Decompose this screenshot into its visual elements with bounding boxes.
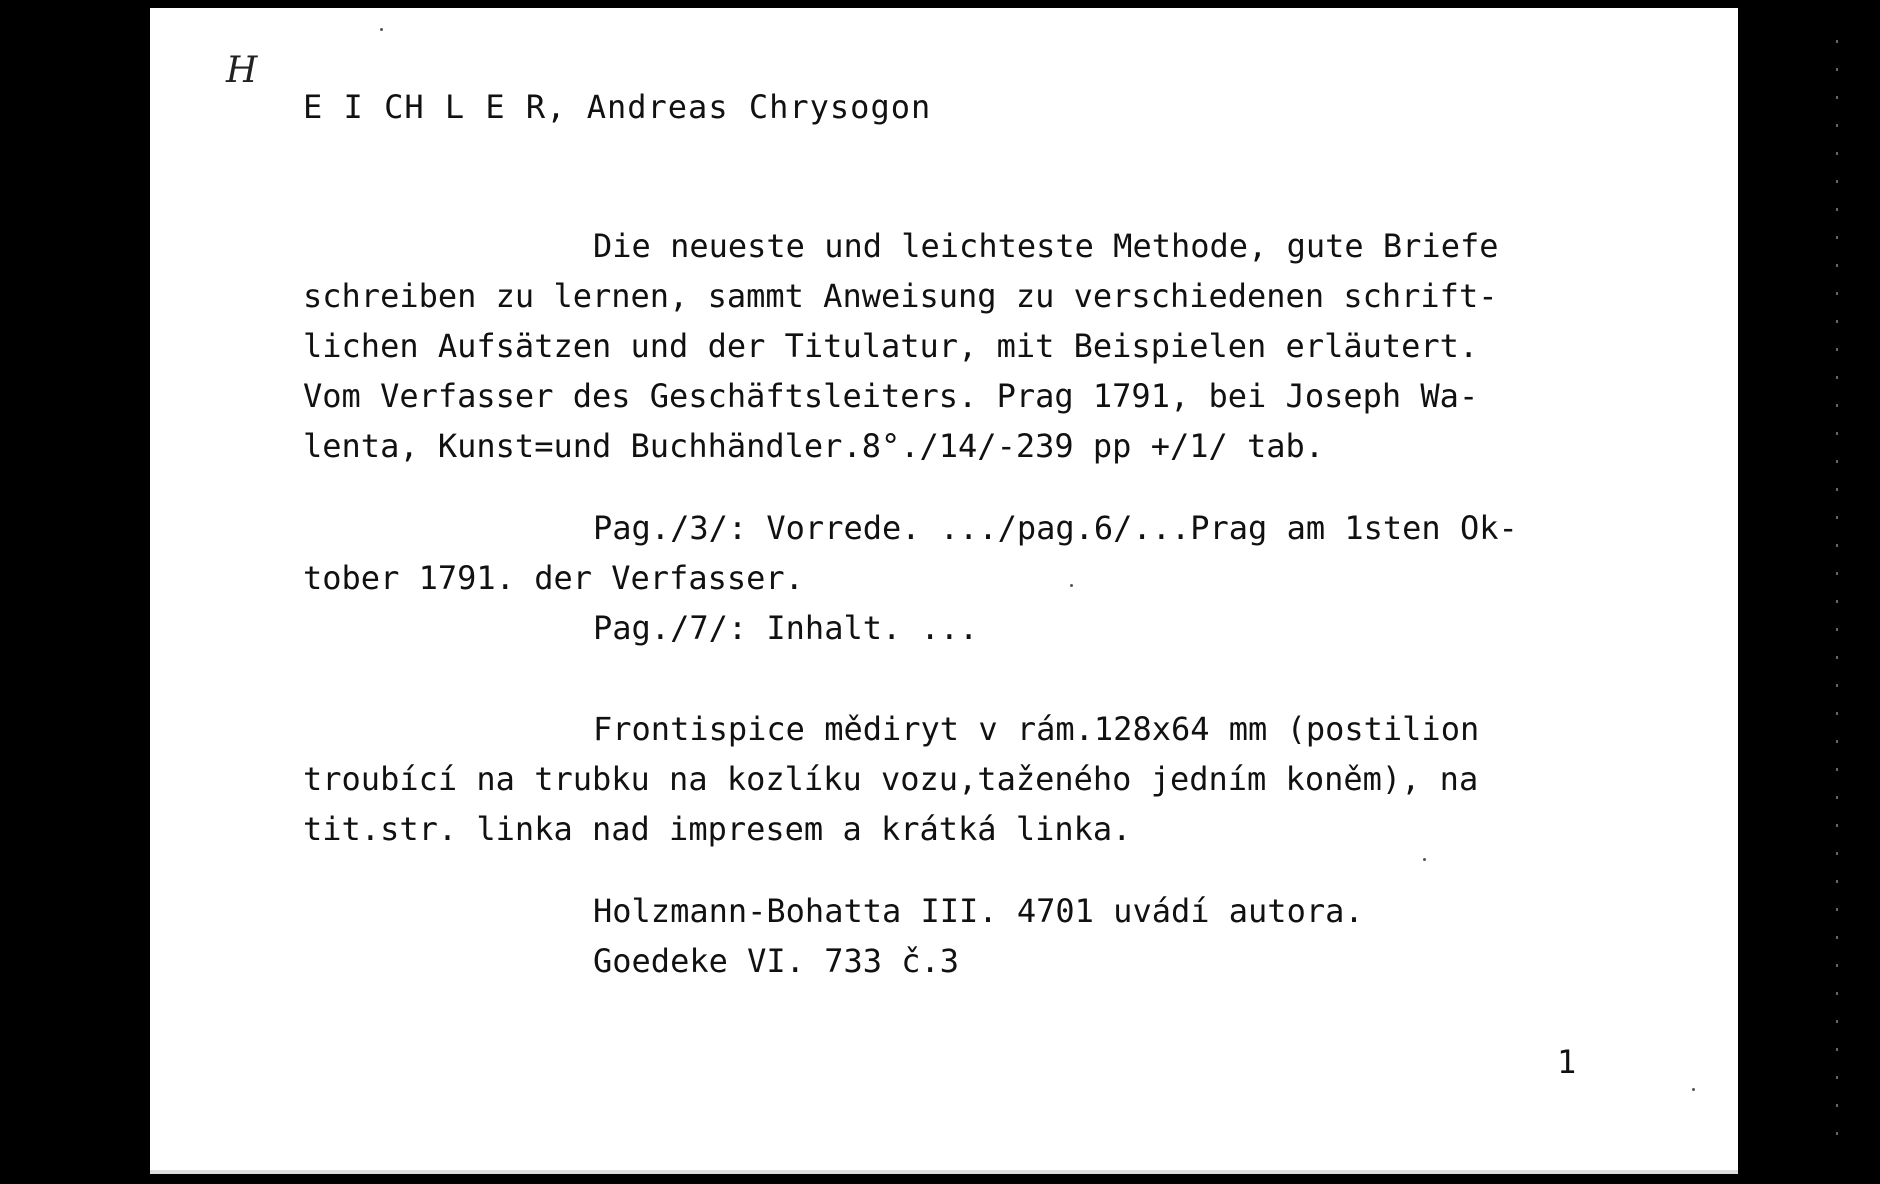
references-paragraph: [303, 886, 1364, 986]
reference-line: Holzmann-Bohatta III. 4701 uvádí autora.: [593, 892, 1364, 930]
author-heading: E I CH L E R, Andreas Chrysogon: [303, 88, 932, 126]
title-line: lenta, Kunst=und Buchhändler.8°./14/-239 pp +/1/ tab.: [303, 427, 1325, 465]
frontispiece-line: troubící na trubku na kozlíku vozu,taženého jedním koněm), na: [303, 760, 1479, 798]
pagination-line: Pag./3/: Vorrede. .../pag.6/...Prag am 1sten Ok-: [593, 509, 1518, 547]
title-line: Die neueste und leichteste Methode, gute Briefe: [593, 227, 1499, 265]
frontispiece-line: Frontispice mědiryt v rám.128x64 mm (postilion: [593, 710, 1480, 748]
scan-speck: [1692, 1088, 1695, 1091]
title-paragraph: [303, 221, 1498, 471]
page-number: 1: [1557, 1043, 1577, 1081]
frontispiece-paragraph: [303, 704, 1479, 854]
scan-speck: [1423, 858, 1426, 861]
scan-edge-dots: [1836, 40, 1838, 1144]
reference-line: Goedeke VI. 733 č.3: [593, 942, 960, 980]
scan-speck: [1070, 584, 1073, 587]
pagination-line: tober 1791. der Verfasser.: [303, 559, 804, 597]
pagination-paragraph: [303, 503, 1518, 653]
handwritten-corner-mark: H: [226, 50, 258, 91]
title-line: schreiben zu lernen, sammt Anweisung zu verschiedenen schrift-: [303, 277, 1498, 315]
pagination-line: Pag./7/: Inhalt. ...: [593, 609, 979, 647]
frontispiece-line: tit.str. linka nad impresem a krátká linka.: [303, 810, 1132, 848]
scan-speck: [380, 28, 383, 31]
title-line: lichen Aufsätzen und der Titulatur, mit Beispielen erläutert.: [303, 327, 1479, 365]
title-line: Vom Verfasser des Geschäftsleiters. Prag 1791, bei Joseph Wa-: [303, 377, 1479, 415]
